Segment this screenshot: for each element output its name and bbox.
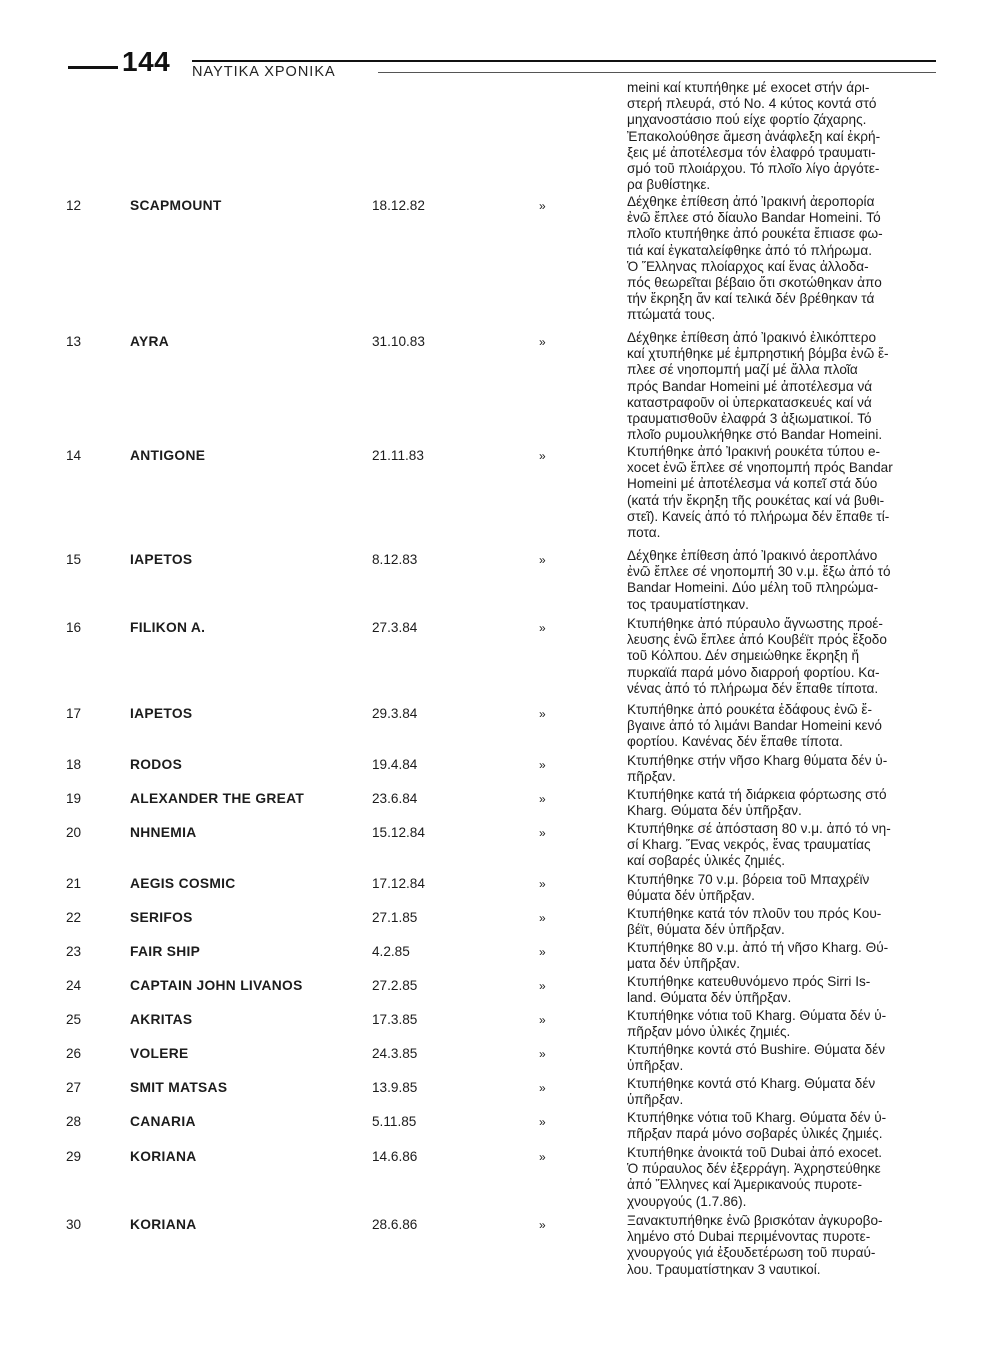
description-line: σί Kharg. Ἕνας νεκρός, ἕνας τραυματίας [627,837,871,853]
description-line: ξεις μέ ἀποτέλεσμα τόν ἐλαφρό τραυματι- [627,144,876,160]
incident-description [627,194,939,324]
row-number: 19 [66,791,82,806]
row-number: 22 [66,910,82,925]
incident-description [627,1110,939,1142]
description-line: Κτυπήθηκε νότια τοῦ Kharg. Θύματα δέν ὑ- [627,1008,887,1023]
description-line: τήν ἔκρηξη ἄν καί τελικά δέν βρέθηκαν τά [627,291,875,307]
ship-name: VOLERE [130,1046,189,1061]
ship-name: FAIR SHIP [130,944,201,959]
incident-date: 31.10.83 [372,334,425,349]
incident-date: 28.6.86 [372,1217,418,1232]
description-line: τιά καί ἐγκαταλείφθηκε ἀπό τό πλήρωμα. [627,242,872,258]
row-number: 24 [66,978,82,993]
description-line: λευσης ἐνῶ ἔπλεε ἀπό Κουβέϊτ πρός ἔξοδο [627,632,887,648]
description-line: Κτυπήθηκε ἀνοικτά τοῦ Dubai ἀπό exocet. [627,1145,883,1160]
ditto-mark: » [539,335,546,349]
description-line: ματα δέν ὑπῆρξαν. [627,956,740,972]
description-line: πλοῖο κτυπήθηκε ἀπό ρουκέτα ἔπιασε φω- [627,226,883,242]
ditto-mark: » [539,449,546,463]
incident-date: 15.12.84 [372,825,425,840]
description-line: Ξανακτυπήθηκε ἐνῶ βρισκόταν ἀγκυροβο- [627,1213,883,1228]
incident-date: 27.3.84 [372,620,418,635]
description-line: ἐνῶ ἔπλεε στό δίαυλο Bandar Homeini. Τό [627,210,881,226]
description-line: τοῦ Κόλπου. Δέν σημειώθηκε ἔκρηξη ἤ [627,648,860,664]
incident-date: 27.2.85 [372,978,418,993]
row-number: 12 [66,198,82,213]
description-line: χνουργούς (1.7.86). [627,1193,747,1209]
ship-name: SCAPMOUNT [130,198,222,213]
row-number: 30 [66,1217,82,1232]
description-line: στεῖ). Κανείς ἀπό τό πλήρωμα δέν ἔπαθε τί- [627,508,890,524]
incident-date: 14.6.86 [372,1149,418,1164]
description-line: πῆρξαν μόνο ὑλικές ζημιές. [627,1024,791,1040]
description-line: (κατά τήν ἔκρηξη τῆς ρουκέτας καί νά βυθι- [627,492,885,508]
description-line: λημένο στό Dubai περιμένοντας πυροτε- [627,1229,871,1245]
description-line: καταστραφοῦν οἱ ὑπερκατασκευές καί νά [627,394,872,410]
description-line: πλοῖο ρυμουλκήθηκε στό Bandar Homeini. [627,427,883,443]
description-line: Bandar Homeini. Δύο μέλη τοῦ πληρώμα- [627,580,879,596]
description-line: Κτυπήθηκε κατευθυνόμενο πρός Sirri Is- [627,974,871,989]
description-line: ὑπῆρξαν. [627,1058,684,1074]
row-number: 26 [66,1046,82,1061]
incident-date: 24.3.85 [372,1046,418,1061]
ship-name: SERIFOS [130,910,193,925]
description-line: Ὁ πύραυλος δέν ἐξερράγη. Ἀχρηστεύθηκε [627,1161,881,1177]
ship-name: AEGIS COSMIC [130,876,236,891]
description-line: Κτυπήθηκε κατά τή διάρκεια φόρτωσης στό [627,787,887,802]
ship-name: ALEXANDER THE GREAT [130,791,305,806]
description-line: θύματα δέν ὑπῆρξαν. [627,888,755,904]
ditto-mark: » [539,792,546,806]
ship-name: FILIKON A. [130,620,206,635]
row-number: 20 [66,825,82,840]
description-line: Κτυπήθηκε ἀπό ρουκέτα ἐδάφους ἐνῶ ἔ- [627,702,872,717]
description-line: Κτυπήθηκε στήν νῆσο Kharg θύματα δέν ὑ- [627,753,888,768]
ditto-mark: » [539,1150,546,1164]
row-number: 18 [66,757,82,772]
ditto-mark: » [539,877,546,891]
ship-name: NHNEMIA [130,825,197,840]
incident-description [627,1145,939,1210]
incident-description [627,906,939,938]
incident-description [627,821,939,870]
description-line: Κτυπήθηκε ἀπό πύραυλο ἄγνωστης προέ- [627,616,883,631]
description-line: πῆρξαν. [627,769,676,785]
ship-name: SMIT MATSAS [130,1080,228,1095]
description-line: πτώματά τους. [627,307,716,323]
description-line: Δέχθηκε ἐπίθεση ἀπό Ἰρακινό ἐλικόπτερο [627,330,877,345]
description-line: πρός Bandar Homeini μέ ἀποτέλεσμα νά [627,378,873,394]
incident-date: 17.3.85 [372,1012,418,1027]
description-line: νένας ἀπό τό πλήρωμα δέν ἔπαθε τίποτα. [627,680,879,696]
incident-description [627,616,939,697]
ditto-mark: » [539,945,546,959]
ship-name: IAPETOS [130,552,193,567]
description-line: ρα βυθίστηκε. [627,177,711,193]
row-number: 17 [66,706,82,721]
incident-description [627,974,939,1006]
description-line: Ὁ Ἕλληνας πλοίαρχος καί ἕνας ἀλλοδα- [627,258,869,274]
description-line: Δέχθηκε ἐπίθεση ἀπό Ἰρακινή ἀεροπορία [627,194,875,209]
description-line: Κτυπήθηκε κοντά στό Kharg. Θύματα δέν [627,1076,876,1091]
row-number: 21 [66,876,82,891]
incident-date: 19.4.84 [372,757,418,772]
description-line: βγαινε ἀπό τό λιμάνι Bandar Homeini κενό [627,718,882,734]
description-line: βέϊτ, θύματα δέν ὑπῆρξαν. [627,922,785,938]
ditto-mark: » [539,1047,546,1061]
row-number: 15 [66,552,82,567]
ship-name: AYRA [130,334,170,349]
description-line: land. Θύματα δέν ὑπῆρξαν. [627,990,792,1006]
row-number: 25 [66,1012,82,1027]
description-line: ὑπῆρξαν. [627,1092,684,1108]
ditto-mark: » [539,1081,546,1095]
incident-date: 17.12.84 [372,876,425,891]
description-line: στερή πλευρά, στό Νο. 4 κύτος κοντά στό [627,96,877,112]
ditto-mark: » [539,199,546,213]
incident-date: 21.11.83 [372,448,424,463]
ditto-mark: » [539,826,546,840]
incident-description [627,548,939,613]
incident-date: 5.11.85 [372,1114,417,1129]
description-line: Κτυπήθηκε σέ ἀπόσταση 80 ν.μ. ἀπό τό νη- [627,821,891,836]
incident-description [627,753,939,785]
row-number: 16 [66,620,82,635]
incident-description [627,330,939,443]
ditto-mark: » [539,1013,546,1027]
page-number: 144 [122,46,171,77]
ditto-mark: » [539,1115,546,1129]
incident-date: 29.3.84 [372,706,418,721]
ditto-mark: » [539,979,546,993]
continued-description [627,80,939,193]
description-line: καί σοβαρές ὑλικές ζημιές. [627,853,786,869]
description-line: φορτίου. Κανένας δέν ἔπαθε τίποτα. [627,734,843,750]
ship-name: CAPTAIN JOHN LIVANOS [130,978,303,993]
row-number: 29 [66,1149,82,1164]
description-line: Κτυπήθηκε 80 ν.μ. ἀπό τή νῆσο Kharg. Θύ- [627,940,889,955]
description-line: πῆρξαν παρά μόνο σοβαρές ὑλικές ζημιές. [627,1126,883,1142]
ditto-mark: » [539,758,546,772]
incident-description [627,1076,939,1108]
incident-description [627,787,939,819]
ship-name: IAPETOS [130,706,193,721]
description-line: πυρκαϊά παρά μόνο διαρροή φορτίου. Κα- [627,664,880,680]
description-line: Κτυπήθηκε κατά τόν πλοῦν του πρός Κου- [627,906,882,921]
incident-date: 13.9.85 [372,1080,418,1095]
description-line: καί χτυπήθηκε μέ ἐμπρηστική βόμβα ἐνῶ ἔ- [627,346,889,362]
incident-description [627,1008,939,1040]
ship-name: RODOS [130,757,183,772]
incident-date: 27.1.85 [372,910,418,925]
ship-name: AKRITAS [130,1012,193,1027]
incident-date: 18.12.82 [372,198,425,213]
row-number: 14 [66,448,82,463]
description-line: xocet ἐνῶ ἔπλεε σέ νηοπομπή πρός Bandar [627,460,893,476]
description-line: σμό τοῦ πλοιάρχου. Τό πλοῖο λίγο ἀργότε- [627,161,880,177]
description-line: Κτυπήθηκε κοντά στό Bushire. Θύματα δέν [627,1042,886,1057]
description-line: τραυματισθοῦν ἐλαφρά 3 ἀξιωματικοί. Τό [627,411,872,427]
row-number: 23 [66,944,82,959]
description-line: λου. Τραυματίστηκαν 3 ναυτικοί. [627,1261,821,1277]
incident-date: 23.6.84 [372,791,418,806]
ditto-mark: » [539,911,546,925]
description-line: πλεε σέ νηοπομπή μαζί μέ ἄλλα πλοῖα [627,362,858,378]
description-line: Kharg. Θύματα δέν ὑπῆρξαν. [627,803,802,819]
incident-description [627,1213,939,1278]
ditto-mark: » [539,621,546,635]
ship-name: CANARIA [130,1114,196,1129]
description-line: χνουργούς γιά ἐξουδετέρωση τοῦ πυραύ- [627,1245,876,1261]
ditto-mark: » [539,707,546,721]
row-number: 27 [66,1080,82,1095]
description-line: ποτα. [627,525,661,541]
ditto-mark: » [539,553,546,567]
row-number: 13 [66,334,82,349]
description-line: Κτυπήθηκε νότια τοῦ Kharg. Θύματα δέν ὑ- [627,1110,887,1125]
ship-name: KORIANA [130,1217,197,1232]
ship-name: KORIANA [130,1149,197,1164]
description-line: μηχανοστάσιο πού είχε φορτίο ζάχαρης. [627,112,867,128]
incident-description [627,702,939,751]
incident-description [627,872,939,904]
ship-name: ANTIGONE [130,448,206,463]
magazine-title: ΝΑΥΤΙΚΑ ΧΡΟΝΙΚΑ [192,64,336,80]
incident-description [627,1042,939,1074]
description-line: Homeini μέ ἀποτέλεσμα νά κοπεῖ στά δύο [627,476,878,492]
incident-description [627,444,939,541]
description-line: τος τραυματίστηκαν. [627,596,749,612]
ditto-mark: » [539,1218,546,1232]
description-line: πός θεωρεῖται βέβαιο ὅτι σκοτώθηκαν ἀπο [627,275,882,291]
description-line: Ἐπακολούθησε ἄμεση ἀνάφλεξη καί ἐκρή- [627,128,881,144]
incident-date: 4.2.85 [372,944,410,959]
description-line: Δέχθηκε ἐπίθεση ἀπό Ἰρακινό ἀεροπλάνο [627,548,878,563]
incident-date: 8.12.83 [372,552,418,567]
description-line: Κτυπήθηκε 70 ν.μ. βόρεια τοῦ Μπαχρέϊν [627,872,870,887]
description-line: ἐνῶ ἔπλεε σέ νηοπομπή 30 ν.μ. ἔξω ἀπό τό [627,564,891,580]
incident-description [627,940,939,972]
description-line: ἀπό Ἕλληνες καί Ἀμερικανούς πυροτε- [627,1177,863,1193]
description-line: Κτυπήθηκε ἀπό Ἰρακινή ρουκέτα τύπου e- [627,444,881,459]
description-line: meini καί κτυπήθηκε μέ exocet στήν άρι- [627,80,870,95]
row-number: 28 [66,1114,82,1129]
